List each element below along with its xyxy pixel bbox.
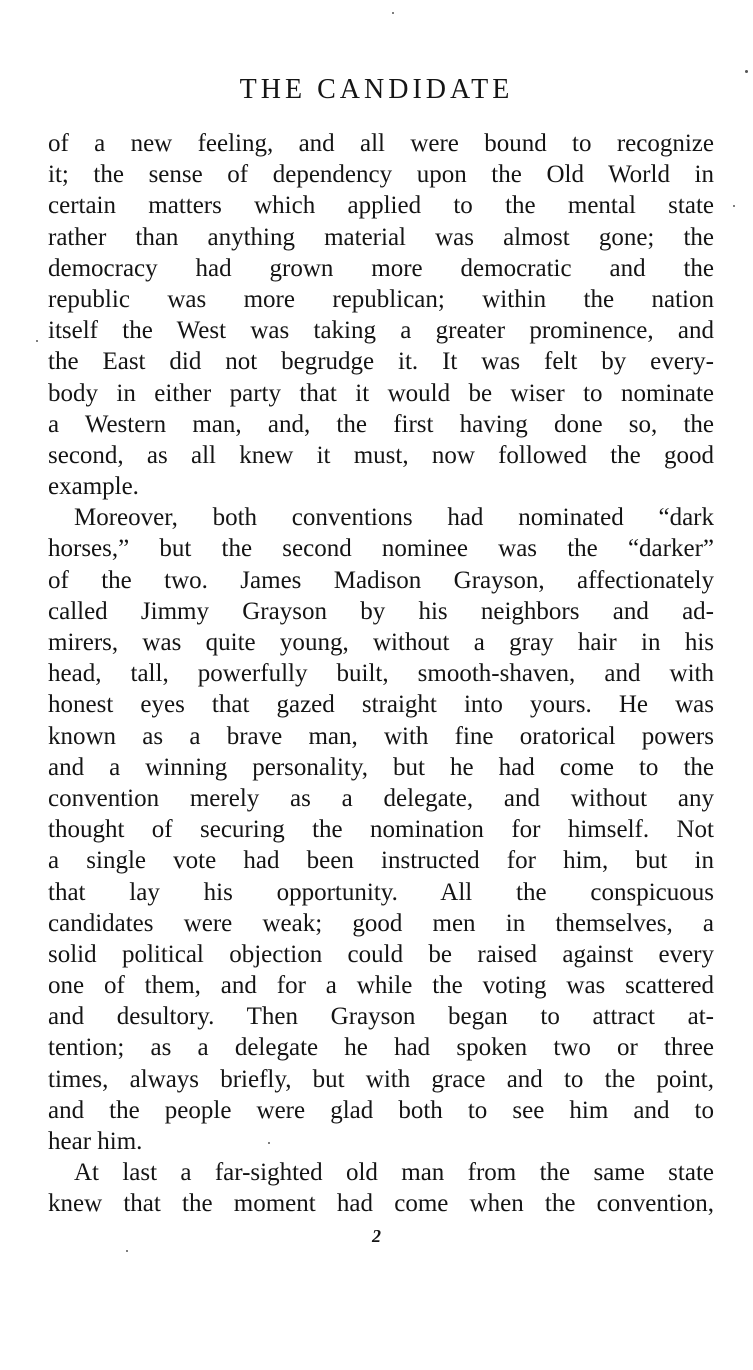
- text-line: thought of securing the nomination for himself. Not: [48, 816, 714, 844]
- text-line: the East did not begrudge it. It was felt by every-: [48, 348, 714, 376]
- text-line: one of them, and for a while the voting was scattered: [48, 972, 714, 1000]
- running-title: THE CANDIDATE: [239, 74, 514, 105]
- paragraph-1: [48, 128, 714, 502]
- text-line: solid political objection could be raised against every: [48, 940, 714, 968]
- text-line: that lay his opportunity. All the conspicuous: [48, 878, 714, 906]
- text-line: certain matters which applied to the mental state: [48, 192, 714, 220]
- paragraph-2: [48, 502, 714, 1157]
- text-line: Moreover, both conventions had nominated “dark: [74, 504, 714, 532]
- scan-speck: [268, 1142, 270, 1144]
- body-text: [48, 128, 714, 1220]
- text-line: and desultory. Then Grayson began to attract at-: [48, 1003, 714, 1031]
- text-line: At last a far-sighted old man from the same state: [74, 1159, 714, 1187]
- text-line: second, as all knew it must, now followed the good: [48, 441, 714, 469]
- scan-speck: [126, 1250, 128, 1252]
- text-line: called Jimmy Grayson by his neighbors and ad-: [48, 597, 714, 625]
- page-number: 2: [372, 1226, 381, 1246]
- text-line: tention; as a delegate he had spoken two or three: [48, 1034, 714, 1062]
- text-line: knew that the moment had come when the convention,: [48, 1190, 714, 1218]
- text-line: democracy had grown more democratic and the: [48, 254, 714, 282]
- scan-speck: [36, 340, 38, 342]
- text-line: candidates were weak; good men in themselves, a: [48, 909, 714, 937]
- scan-speck: [733, 205, 735, 207]
- text-line: a Western man, and, the first having done so, the: [48, 410, 714, 438]
- text-line: known as a brave man, with fine oratorical powers: [48, 722, 714, 750]
- scan-speck: [392, 12, 394, 14]
- text-line: it; the sense of dependency upon the Old World in: [48, 161, 714, 189]
- text-line: hear him.: [48, 1128, 143, 1155]
- text-line: example.: [48, 473, 139, 501]
- text-line: republic was more republican; within the nation: [48, 285, 714, 313]
- text-line: horses,” but the second nominee was the “darker”: [48, 535, 714, 563]
- text-line: of the two. James Madison Grayson, affectionately: [48, 566, 714, 594]
- text-line: body in either party that it would be wiser to nominate: [48, 379, 714, 407]
- scan-speck: [745, 70, 748, 73]
- paragraph-3: [48, 1157, 714, 1219]
- text-line: honest eyes that gazed straight into yours. He was: [48, 691, 714, 719]
- text-line: mirers, was quite young, without a gray hair in his: [48, 629, 714, 656]
- text-line: itself the West was taking a greater prominence, and: [48, 317, 714, 345]
- text-line: convention merely as a delegate, and without any: [48, 784, 714, 812]
- text-line: a single vote had been instructed for him, but in: [48, 847, 714, 875]
- text-line: rather than anything material was almost gone; the: [48, 223, 714, 251]
- text-line: and a winning personality, but he had come to the: [48, 753, 714, 781]
- text-line: and the people were glad both to see him and to: [48, 1096, 714, 1124]
- text-line: head, tall, powerfully built, smooth-shaven, and with: [48, 660, 714, 688]
- text-line: times, always briefly, but with grace and to the point,: [48, 1065, 714, 1093]
- text-line: of a new feeling, and all were bound to recognize: [48, 130, 714, 157]
